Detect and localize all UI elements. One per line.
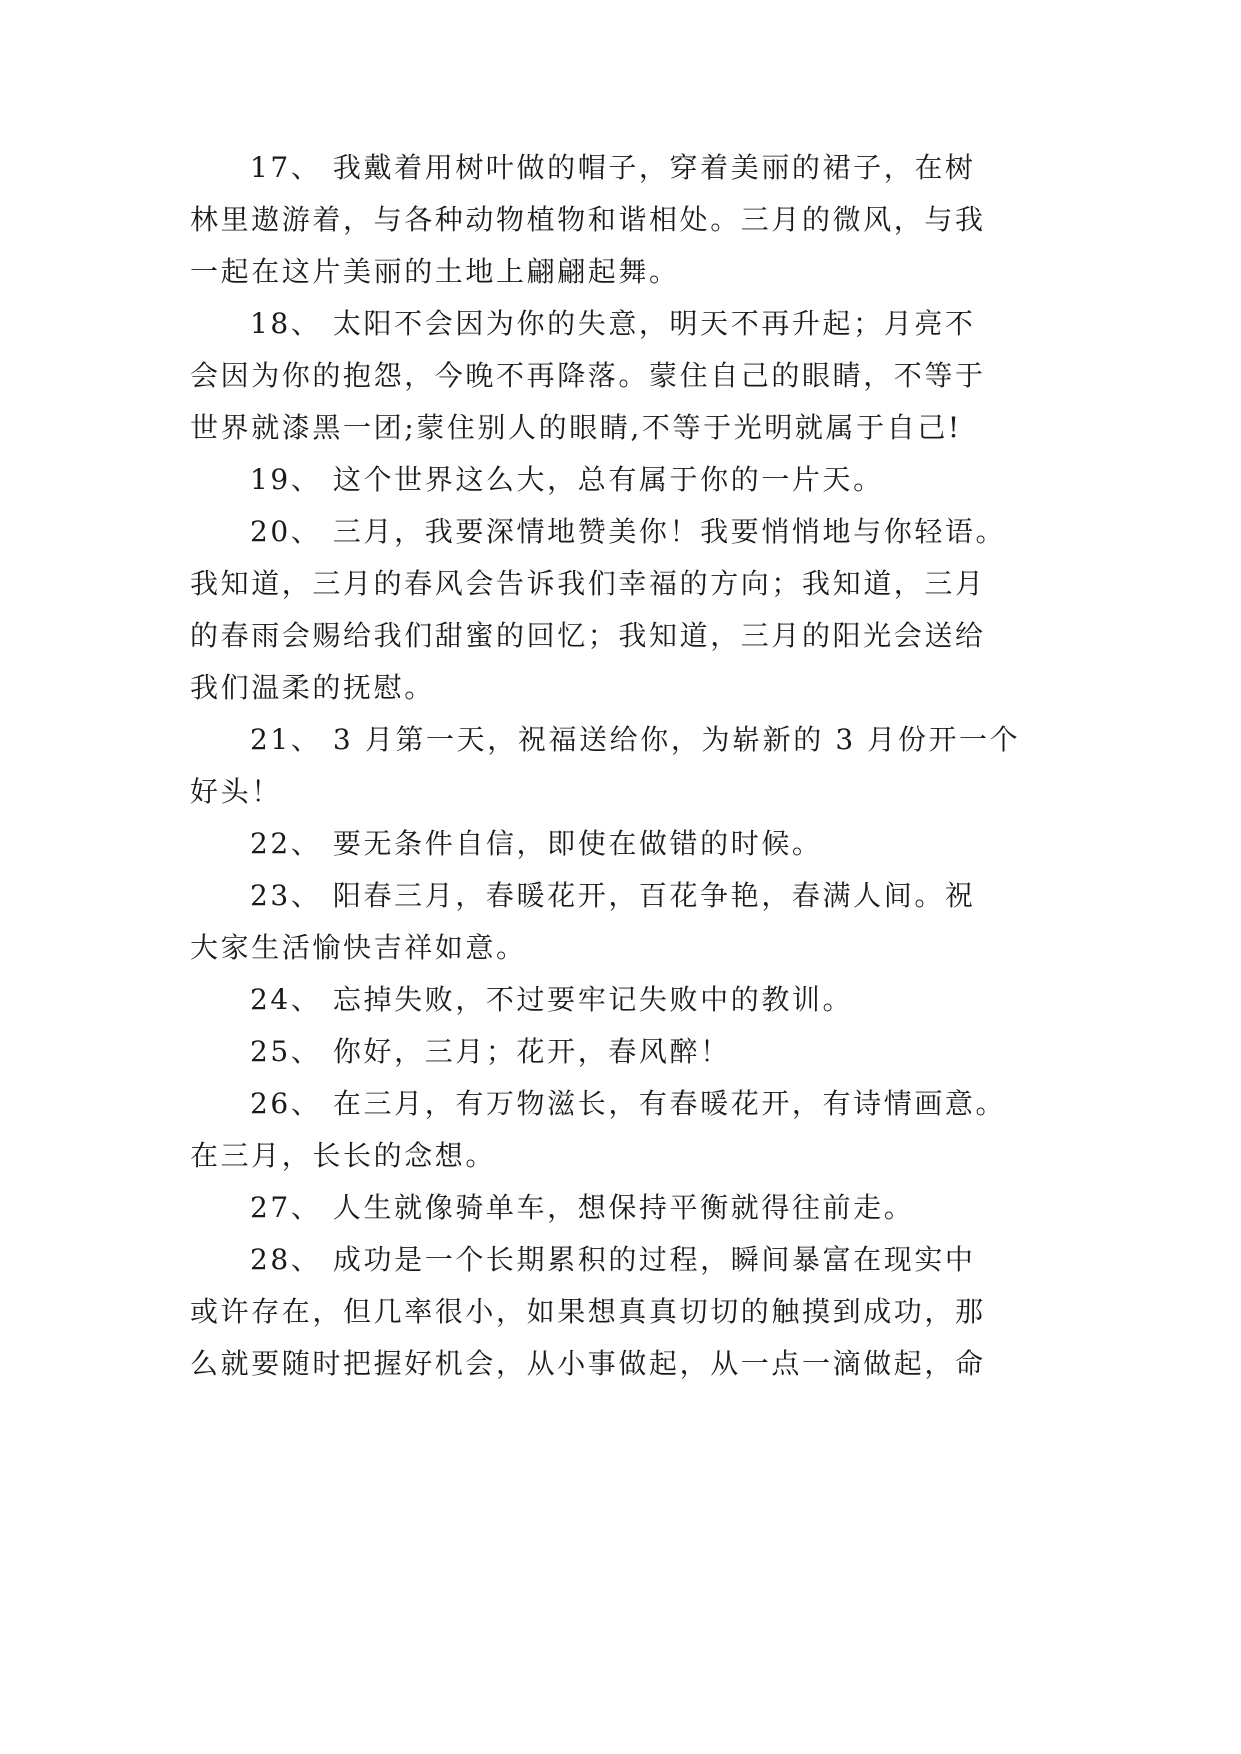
paragraph-20-line-3: 的春雨会赐给我们甜蜜的回忆；我知道，三月的阳光会送给 bbox=[190, 619, 986, 652]
paragraph-19-line-1: 19、 这个世界这么大，总有属于你的一片天。 bbox=[250, 463, 884, 496]
paragraph-25-line-1: 25、 你好，三月；花开，春风醉！ bbox=[250, 1035, 731, 1068]
paragraph-23-line-1: 23、 阳春三月，春暖花开，百花争艳，春满人间。祝 bbox=[250, 879, 976, 912]
paragraph-26-line-2: 在三月，长长的念想。 bbox=[190, 1139, 497, 1172]
paragraph-21-line-1: 21、 3 月第一天，祝福送给你，为崭新的 3 月份开一个 bbox=[250, 723, 1021, 756]
paragraph-21-line-2: 好头！ bbox=[190, 775, 282, 808]
paragraph-18-line-1: 18、 太阳不会因为你的失意，明天不再升起；月亮不 bbox=[250, 307, 976, 340]
paragraph-18-line-3: 世界就漆黑一团;蒙住别人的眼睛,不等于光明就属于自己! bbox=[190, 411, 962, 444]
paragraph-17-line-3: 一起在这片美丽的土地上翩翩起舞。 bbox=[190, 255, 680, 288]
paragraph-20-line-4: 我们温柔的抚慰。 bbox=[190, 671, 435, 704]
paragraph-27-line-1: 27、 人生就像骑单车，想保持平衡就得往前走。 bbox=[250, 1191, 915, 1224]
paragraph-18-line-2: 会因为你的抱怨，今晚不再降落。蒙住自己的眼睛，不等于 bbox=[190, 359, 986, 392]
paragraph-20-line-1: 20、 三月，我要深情地赞美你！我要悄悄地与你轻语。 bbox=[250, 515, 1007, 548]
paragraph-20-line-2: 我知道，三月的春风会告诉我们幸福的方向；我知道，三月 bbox=[190, 567, 986, 600]
paragraph-28-line-2: 或许存在，但几率很小，如果想真真切切的触摸到成功，那 bbox=[190, 1295, 986, 1328]
paragraph-22-line-1: 22、 要无条件自信，即使在做错的时候。 bbox=[250, 827, 823, 860]
paragraph-17-line-1: 17、 我戴着用树叶做的帽子，穿着美丽的裙子，在树 bbox=[250, 151, 976, 184]
paragraph-28-line-3: 么就要随时把握好机会，从小事做起，从一点一滴做起，命 bbox=[190, 1347, 986, 1380]
paragraph-26-line-1: 26、 在三月，有万物滋长，有春暖花开，有诗情画意。 bbox=[250, 1087, 1007, 1120]
paragraph-28-line-1: 28、 成功是一个长期累积的过程，瞬间暴富在现实中 bbox=[250, 1243, 976, 1276]
paragraph-24-line-1: 24、 忘掉失败，不过要牢记失败中的教训。 bbox=[250, 983, 854, 1016]
paragraph-17-line-2: 林里遨游着，与各种动物植物和谐相处。三月的微风，与我 bbox=[190, 203, 986, 236]
paragraph-23-line-2: 大家生活愉快吉祥如意。 bbox=[190, 931, 527, 964]
